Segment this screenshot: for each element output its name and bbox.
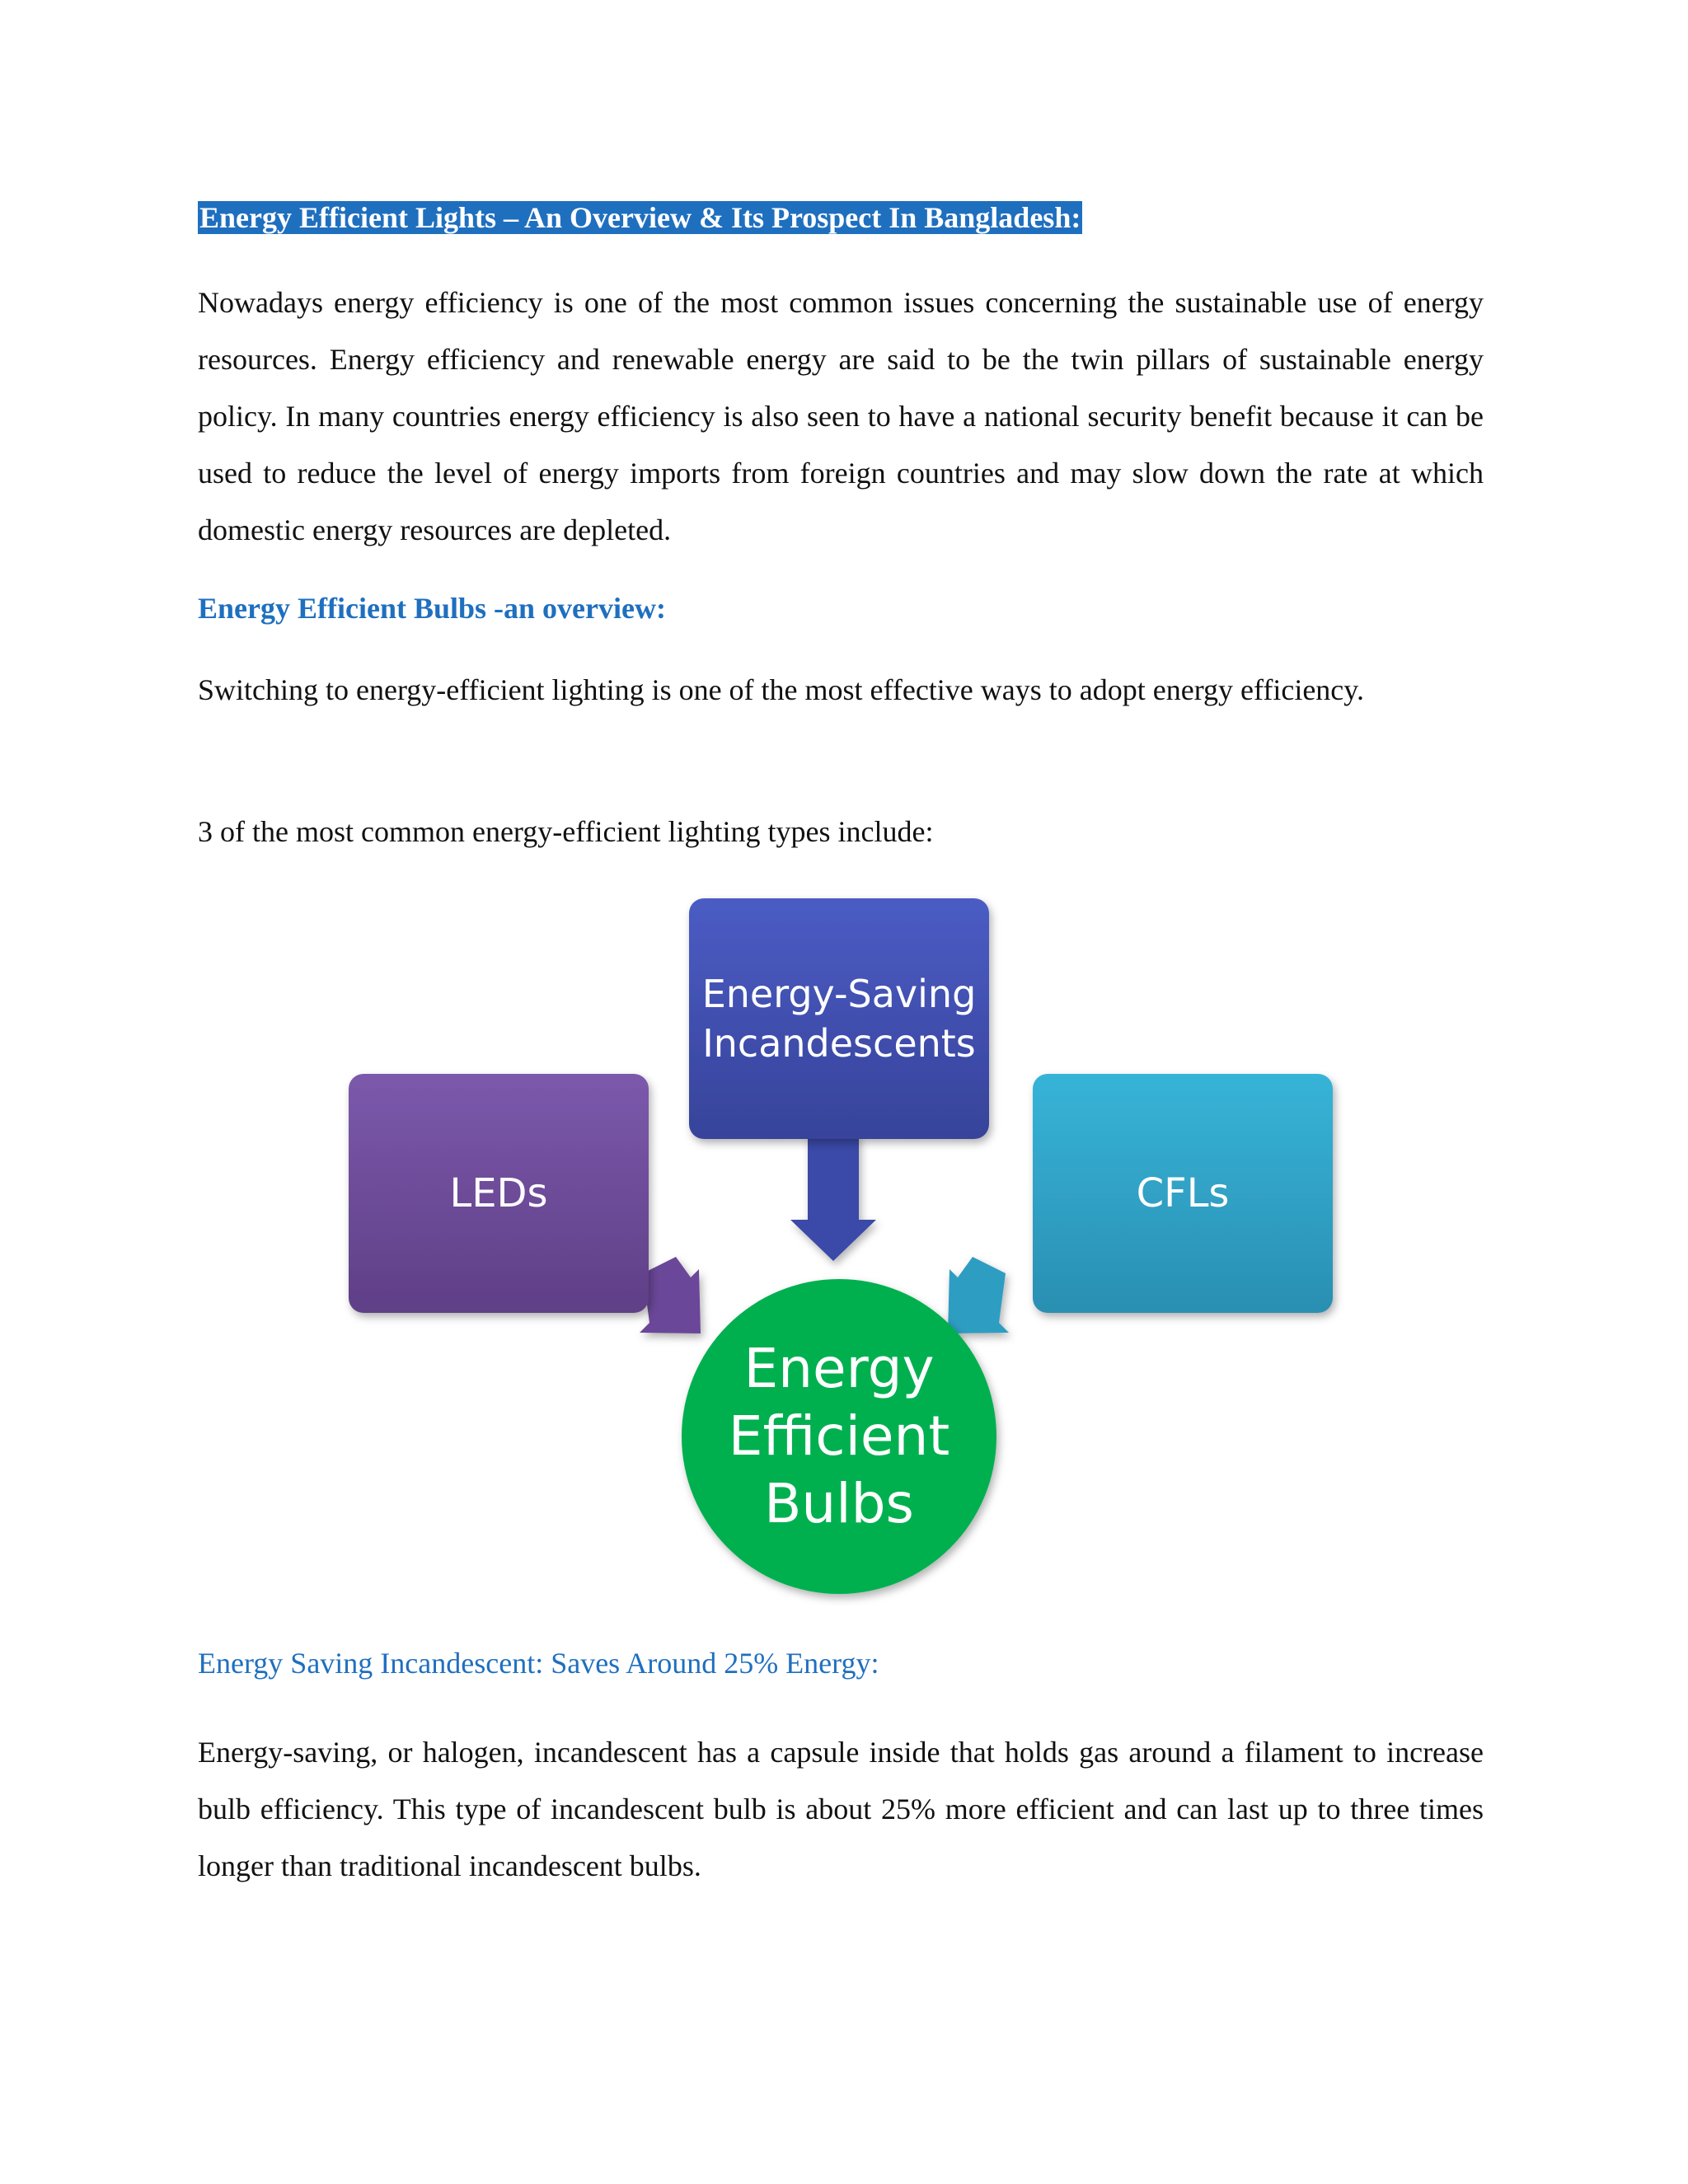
intro-paragraph: Nowadays energy efficiency is one of the most common issues concerning the sustainable use of energy resources. Energy efficiency and renewable energy are said to be the twin pillars of sustainable energy policy. In many countries energy efficiency is also seen to have a national security benefit because it can be used to reduce the level of energy imports from foreign countries and may slow down the rate at which domestic energy resources are depleted. xyxy=(198,286,1484,546)
center-circle-label xyxy=(682,1279,996,1594)
types-intro: 3 of the most common energy-efficient lighting types include: xyxy=(198,815,934,848)
center-label-line3: Bulbs xyxy=(764,1472,914,1535)
overview-heading: Energy Efficient Bulbs -an overview: xyxy=(198,592,666,625)
bulb-types-diagram xyxy=(297,894,1352,1607)
document-title-text: Energy Efficient Lights – An Overview & Its Prospect In Bangladesh: xyxy=(199,201,1081,234)
section-paragraph: Energy-saving, or halogen, incandescent has a capsule inside that holds gas around a filament to increase bulb efficiency. This type of incandescent bulb is about 25% more efficient and can last up to three times longer than traditional incandescent bulbs. xyxy=(198,1736,1484,1882)
overview-paragraph: Switching to energy-efficient lighting is one of the most effective ways to adopt energy efficiency. xyxy=(198,673,1364,706)
right-box-label: CFLs xyxy=(1136,1170,1230,1216)
top-arrow xyxy=(790,1133,876,1261)
document-title xyxy=(198,194,1082,241)
center-label-line1: Energy xyxy=(743,1337,935,1400)
top-label-line1: Energy-Saving xyxy=(701,972,977,1016)
section-heading: Energy Saving Incandescent: Saves Around 25% Energy: xyxy=(198,1647,879,1680)
top-label-line2: Incandescents xyxy=(702,1021,976,1066)
top-box-label xyxy=(689,898,989,1139)
left-box-label: LEDs xyxy=(449,1170,548,1216)
center-label-line2: Efficient xyxy=(728,1404,950,1468)
